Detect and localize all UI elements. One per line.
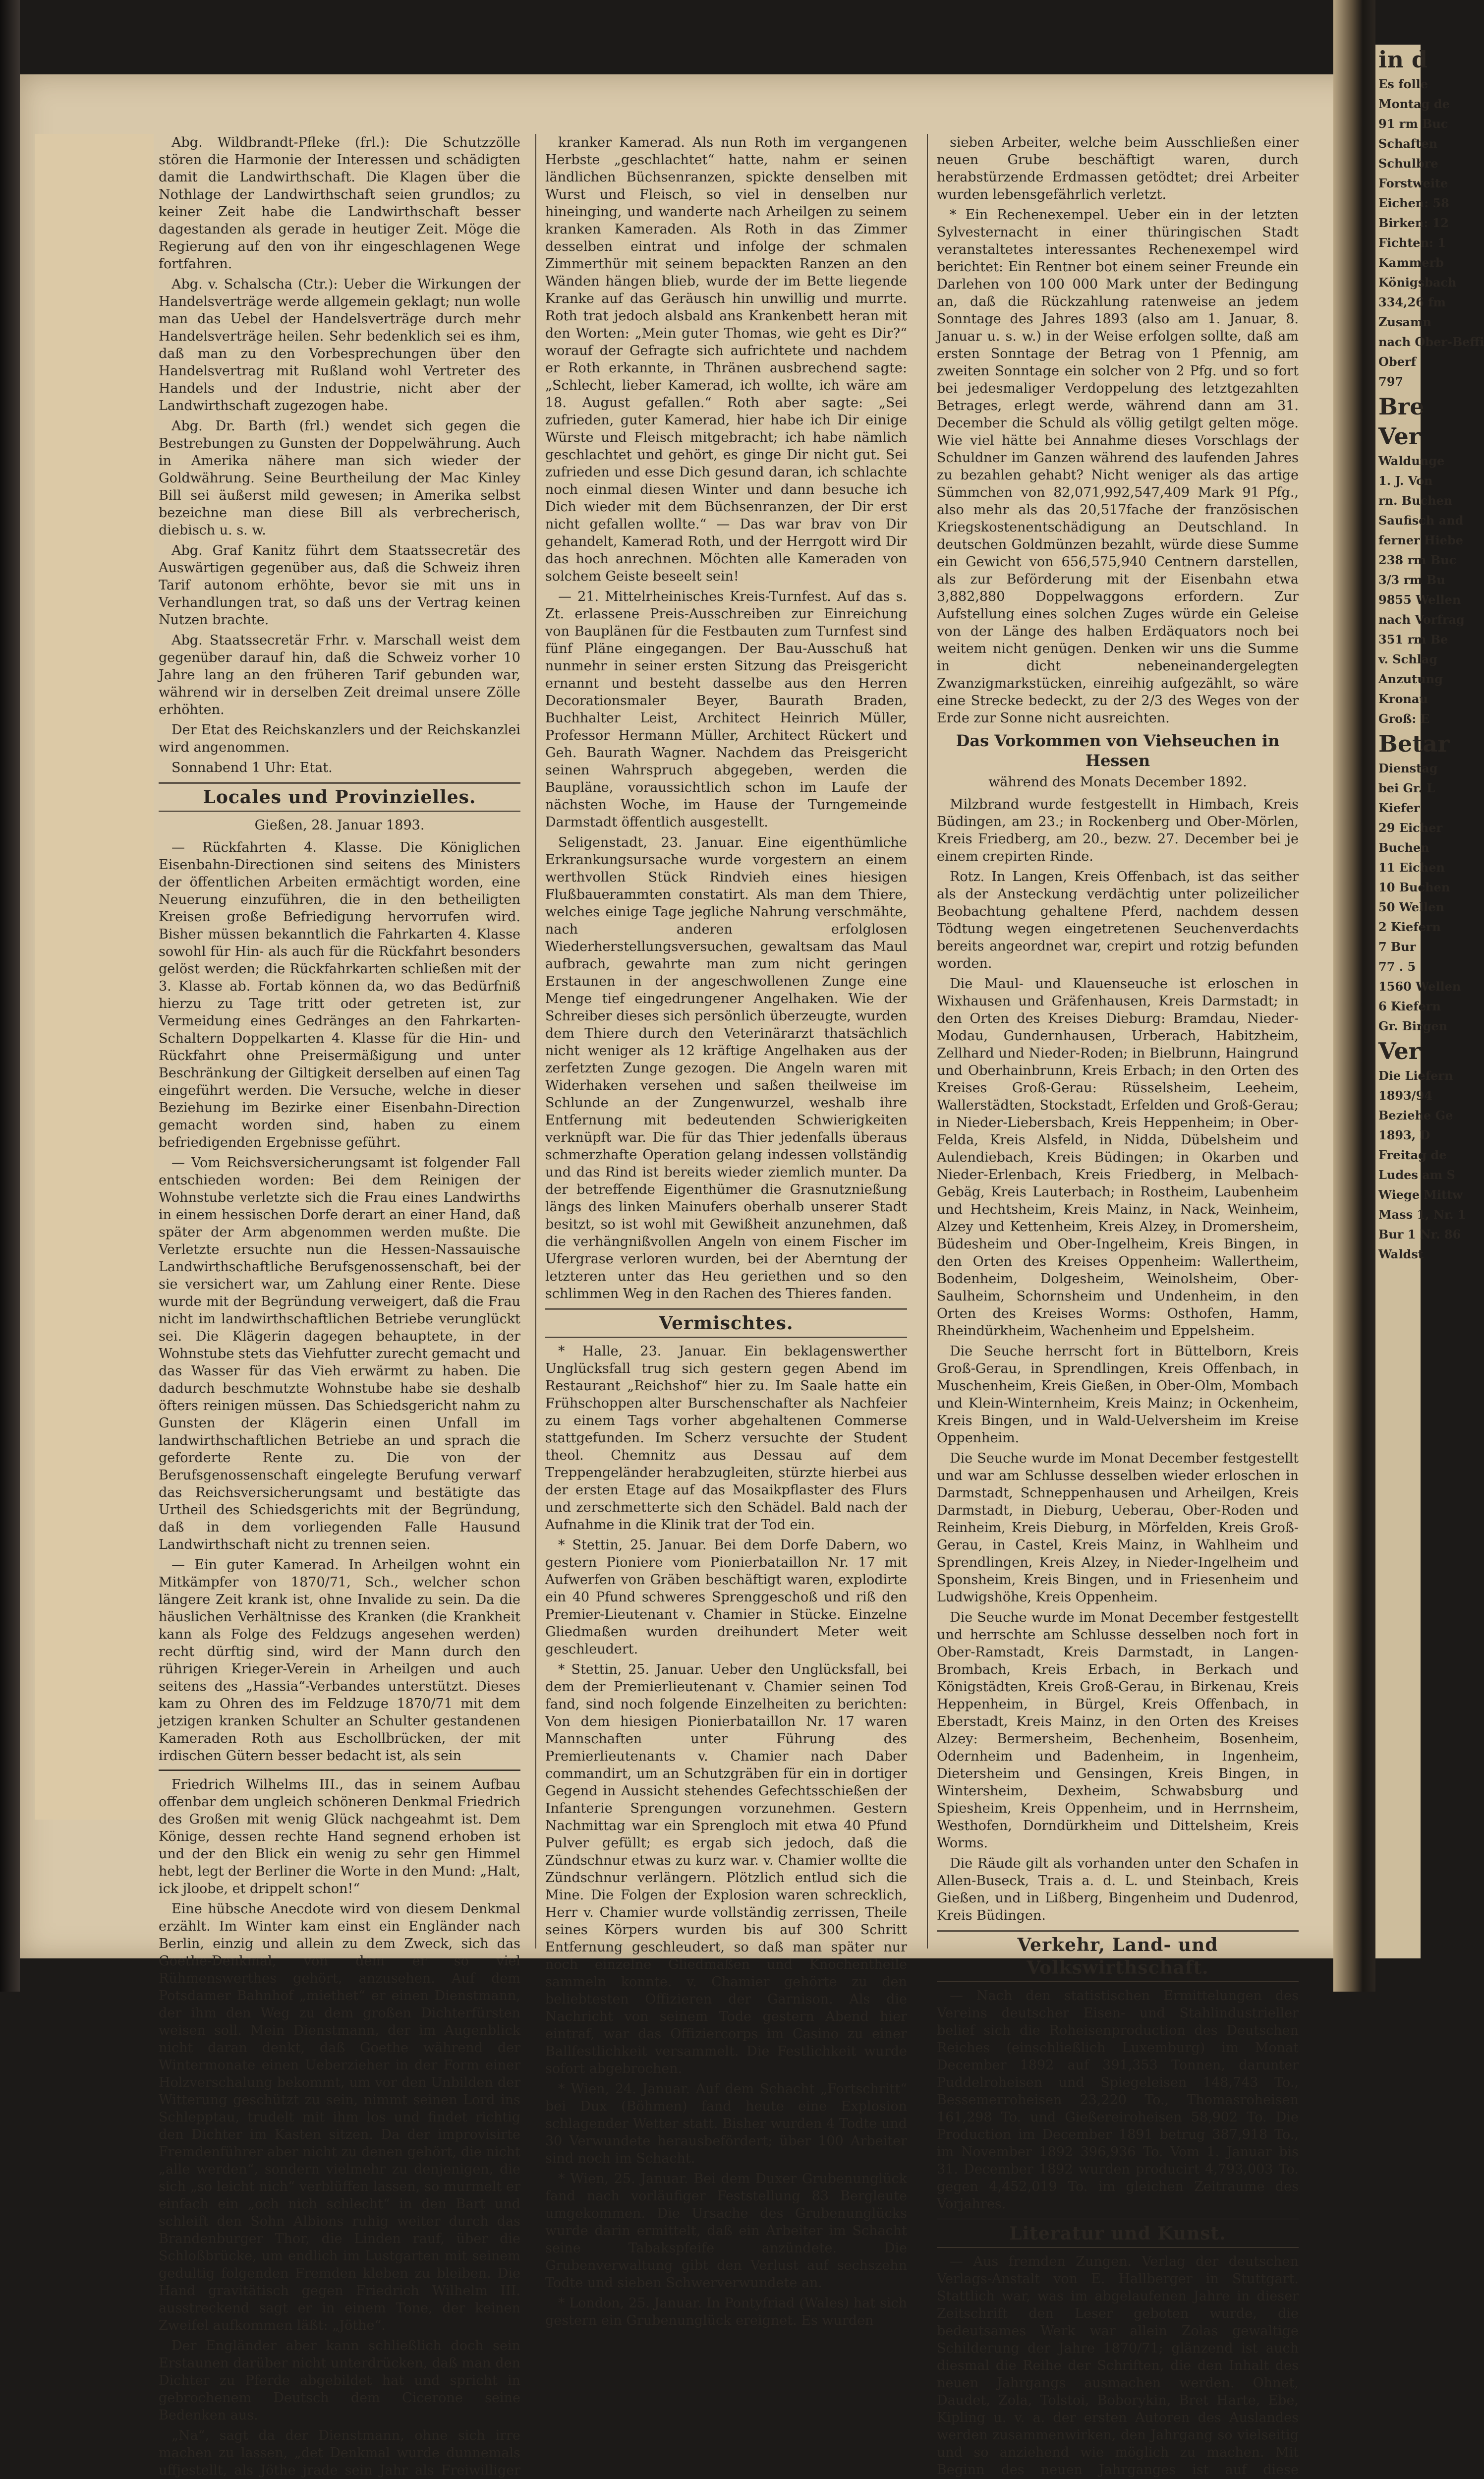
edge-text-line: Wiege Mittw [1378, 1187, 1463, 1202]
paragraph: — Nach den statistischen Ermittelungen des Vereins deutscher Eisen- und Stahlindustrieller belief sich die Roheisenproduction des Deutschen Reiches (einschließlich Luxemburg) im Monat December 1892 auf 391,353 Tonnen, darunter Puddelroheisen und Spiegeleisen 148,743 To., Bessemerroheisen 23,220 To., Thomasroheisen 161,298 To. und Gießereiroheisen 58,902 To. Die Production im December 1891 betrug 387,918 To., im November 1892 396,936 To. Vom 1. Januar bis 31. December 1892 wurden producirt 4,793,003 To. gegen 4,452,019 To. im gleichen Zeitraume des Vorjahres. [937, 1988, 1299, 2212]
edge-text-line: 334,26 fm [1378, 295, 1446, 309]
article-wien-2: * Wien, 25. Januar. Bei dem Duxer Grubenunglück fand nach vorläufiger Feststellung 83 Bergleute umgekommen. Die Ursache des Grubenunglücks wurde darin ermittelt, daß ein Arbeiter im Schacht seine Tabakspfeife anzündete. Die Grubenverwaltung gibt den Verlust auf sechszehn Todte und sieben Schwerverwundete an. [545, 2171, 907, 2291]
article-rechenexempel: * Ein Rechenexempel. Ueber ein in der letzten Sylvesternacht in einer thüringischen Stadt veranstaltetes interessantes Rechenexempel wird berichtet: Ein Rentner bot einem seiner Freunde ein Darlehen von 100 000 Mark unter der Bedingung an, daß die Rückzahlung ratenweise an jedem Sonntage des Jahres 1893 (also am 1. Januar, 8. Januar u. s. w.) in der Weise erfolgen sollte, daß am ersten Sonntage der Betrag von 1 Pfennig, am zweiten Sonntage ein solcher von 2 Pfg. und so fort bei jedesmaliger Verdoppelung des letztgezahlten Betrages, erlegt werde, während dann am 31. December die Schuld als völlig getilgt gelten möge. Wie viel hätte bei Annahme dieses Vorschlags der Schuldner im Ganzen während des laufenden Jahres zu bezahlen gehabt? Nicht weniger als das artige Sümmchen von 82,071,992,547,409 Mark 91 Pfg., also mehr als das 20,517fache der französischen Kriegskostenentschädigung an Deutschland. In deutschen Goldmünzen bezahlt, würde diese Summe ein Gewicht von 656,575,940 Centnern darstellen, als zur Beförderung mit der Eisenbahn etwa 3,882,880 Doppelwaggons erfordern. Zur Aufstellung eines solchen Zuges würde ein Geleise von der Länge des halben Erdäquators noch bei weitem nicht genügen. Denken wir uns die Summe in dicht nebeneinandergelegten Zwanzigmarkstücken, einreihig aufgezählt, so wäre eine Strecke bedeckt, zu der 2/3 des Weges von der Erde zur Sonne nicht ausreichten. [937, 207, 1299, 726]
edge-text-line: Schaften [1378, 136, 1438, 151]
article-london: * London, 25. Januar. In Pontyfriad (Wales) hat sich gestern ein Grubenunglück ereignet. Es wurden [545, 2296, 907, 2328]
edge-text-line: Zusamn [1378, 315, 1431, 329]
feuilleton-paragraph: Der Engländer aber kann schließlich doch sein Erstaunen darüber nicht unterdrücken, daß man den Dichter zu Pferde abgebildet hat und spricht in gebrochenem Deutsch dem Cicerone seine Bedenken aus. [159, 2338, 520, 2423]
edge-text-line: Oberf [1378, 354, 1416, 369]
feuilleton-paragraph: „Na“, sagt da der Dienstmann, ohne sich irre machen zu lassen, „det Denkmal wurde dunnemals uffjestellt, als Jöthe jrade sein Jahr als Freiwilliger [159, 2428, 520, 2478]
edge-text-line: Königsbach [1378, 275, 1457, 290]
edge-text-line: nach Vorfrag [1378, 612, 1465, 627]
edge-text-line: Kammerb [1378, 255, 1444, 270]
paragraph: — Aus fremden Zungen. Verlag der deutschen Verlags-Anstalt von E. Hallberger in Stuttgart. Stattlich war, was im abgelaufenen Jahre in dieser Zeitschrift den Leser geboten wurde, die bedeutsames Werk war allein Zolas gewaltige Schilderung der Jahre 1870/71; glänzend ist auch diesmal die Reihe der Schriften, die den Inhalt des neuen Jahrgangs ausmachen werden. Ohnet, Daudet, Zola, Tolstoi, Boborykin, Bret Harte, Ebe, Kipling u. v. a. der ersten Autoren des Auslandes werden zusammenwirken, den Jahrgang so vielseitig und so anziehend wie möglich zu machen. Mit Beginn des neuen Jahrganges ist auf diese [937, 2254, 1299, 2478]
edge-text-line: 1. J. Von [1378, 473, 1433, 488]
paragraph: Abg. Dr. Barth (frl.) wendet sich gegen die Bestrebungen zu Gunsten der Doppelwährung. Auch in Amerika nähere man sich wieder der Goldwährung. Seine Beurtheilung der Mac Kinley Bill sei äußerst mild gewesen; in Amerika selbst bezeichne man diese Bill als verbrecherisch, diebisch u. s. w. [159, 418, 520, 538]
edge-text-line: Ver [1378, 1038, 1421, 1064]
dateline: Gießen, 28. Januar 1893. [254, 818, 425, 833]
edge-text-line: Betar [1378, 730, 1450, 757]
paragraph: Abg. v. Schalscha (Ctr.): Ueber die Wirkungen der Handelsverträge werde allgemein geklagt; nun wolle man das Uebel der Handelsverträge durch mehr Handelsverträge heilen. Sehr bedenklich sei es ihm, daß man zu den Vorbesprechungen über den Handelsvertrag mit Rußland wohl Vertreter des Handels und der Industrie, nicht aber der Landwirthschaft zugezogen habe. [159, 277, 520, 413]
subheading: während des Monats December 1892. [988, 774, 1247, 790]
article-wien: * Wien, 24. Januar. Auf dem Schacht „Fortschritt“ bei Dux (Böhmen) fand heute eine Explosion schlagender Wetter statt. Bisher wurden 4 Todte und 30 Verwundete herausbefördert; über 100 Arbeiter sind noch im Schacht. [545, 2081, 907, 2166]
edge-text-line: 797 [1378, 374, 1404, 389]
article-seligenstadt: Seligenstadt, 23. Januar. Eine eigenthümliche Erkrankungsursache wurde vorgestern an einem werthvollen Stück Rindvieh eines hiesigen Flußbauerammten constatirt. Als man dem Thiere, welches einige Tage jegliche Nahrung verschmähte, nach anderen erfolglosen Wiederherstellungsversuchen, gewaltsam das Maul aufbrach, gewahrte man zum nicht geringen Erstaunen in der angeschwollenen Zunge eine Menge tief eingedrungener Angelhaken. Wie der Schreiber dieses sich persönlich überzeugte, wurden dem Thiere durch den Veterinärarzt thatsächlich nicht weniger als 12 kräftige Angelhaken aus der zerfetzten Zunge gezogen. Die Angeln waren mit Widerhaken versehen und saßen theilweise im Schlunde an der Zungenwurzel, weshalb ihre Entfernung mit bedeutenden Schwierigkeiten verknüpft war. Die für das Thier jedenfalls überaus schmerzhafte Operation gelang indessen vollständig und das Rind ist bereits wieder ziemlich munter. Da der betreffende Eigenthümer die Grasnutznießung längs des linken Mainufers oberhalb unserer Stadt besitzt, so ist wohl mit Gewißheit anzunehmen, daß die verhängnißvollen Angeln von einem Fischer im Ufergrase verloren wurden, bei der Aberntung der letzteren unter das Heu geriethen und so den schlimmen Weg in den Rachen des Thieres fanden. [545, 835, 907, 1301]
edge-text-line: Kiefer [1378, 801, 1420, 815]
edge-text-line: Mass 1, Nr. 1 [1378, 1207, 1466, 1222]
section-heading-verkehr: Verkehr, Land- und Volkswirthschaft. [937, 1930, 1299, 1982]
edge-text-line: rn. Buchen [1378, 493, 1453, 508]
edge-text-line: Gr. Birgen [1378, 1019, 1448, 1033]
edge-text-line: v. Schlag [1378, 652, 1438, 666]
paragraph: Rotz. In Langen, Kreis Offenbach, ist das seither als der Ansteckung verdächtig unter polizeilicher Beobachtung gehaltene Pferd, nachdem dessen Tödtung wegen eingetretenen Seuchenverdachts bereits angeordnet war, crepirt und rotzig befunden worden. [937, 869, 1299, 971]
edge-text-line: in d [1378, 46, 1428, 73]
edge-text-line: Anzutung [1378, 672, 1443, 686]
edge-text-line: 351 rm Be [1378, 632, 1448, 647]
column-rule [927, 134, 928, 1948]
article-halle: * Halle, 23. Januar. Ein beklagenswerther Unglücksfall trug sich gestern gegen Abend im Restaurant „Reichshof“ hier zu. Im Saale hatte ein Frühschoppen alter Burschenschafter als Nachfeier zu einem Tags vorher abgehaltenen Commerse stattgefunden. Im Scherz versuchte der Student theol. Chemnitz aus Dessau auf dem Treppengeländer herabzugleiten, stürzte hierbei aus der ersten Etage auf das Mosaikpflaster des Flurs und zerschmetterte sich den Schädel. Bald nach der Aufnahme in die Klinik trat der Tod ein. [545, 1344, 907, 1533]
edge-text-line: 1893, D [1378, 1128, 1430, 1142]
paragraph: Die Maul- und Klauenseuche ist erloschen in Wixhausen und Gräfenhausen, Kreis Darmstadt; in den Orten des Kreises Dieburg: Bramdau, Nieder-Modau, Gundernhausen, Urberach, Habitzheim, Zellhard und Nieder-Roden; in Bielbrunn, Haingrund und Oberhainbrunn, Kreis Erbach; in den Orten des Kreises Groß-Gerau: Rüsselsheim, Leeheim, Wallerstädten, Stockstadt, Erfelden und Groß-Gerau; in Nieder-Liebersbach, Kreis Heppenheim; in Ober-Felda, Kreis Alsfeld, in Nidda, Dübelsheim und Aulendiebach, Kreis Büdingen; in Okarben und Nieder-Erlenbach, Kreis Friedberg, in Melbach-Gebäg, Kreis Lauterbach; in Rostheim, Laubenheim und Hechtsheim, Kreis Mainz, in Nack, Weinheim, Alzey und Kettenheim, Kreis Alzey, in Dromersheim, Büdesheim und Ober-Ingelheim, Kreis Bingen, in den Orten des Kreises Oppenheim: Wallertheim, Bodenheim, Dolgesheim, Weinolsheim, Ober-Saulheim, Schornsheim und Undenheim, in den Orten des Kreises Worms: Osthofen, Hamm, Rheindürkheim, Wachenheim und Eppelsheim. [937, 976, 1299, 1339]
edge-text-line: Forstweite [1378, 176, 1448, 190]
edge-text-line: Waldunge [1378, 454, 1445, 468]
article-continued: sieben Arbeiter, welche beim Ausschließen einer neuen Grube beschäftigt waren, durch herabstürzende Erdmassen getödtet; drei Arbeiter wurden lebensgefährlich verletzt. [937, 135, 1299, 202]
paragraph: Abg. Staatssecretär Frhr. v. Marschall weist dem gegenüber darauf hin, daß die Schweiz vorher 10 Jahre lang an den früheren Tarif gebunden war, während wir in derselben Zeit dreimal unsere Zölle erhöhten. [159, 633, 520, 717]
article-reichsversicherungsamt: — Vom Reichsversicherungsamt ist folgender Fall entschieden worden: Bei dem Reinigen der Wohnstube verletzte sich die Frau eines Landwirths in einem hessischen Dorfe derart an einer Hand, daß später der Arm abgenommen werden mußte. Die Verletzte ersuchte nun die Hessen-Nassauische Landwirthschaftliche Berufsgenossenschaft, bei der sie versichert war, um Zahlung einer Rente. Diese wurde mit der Begründung verweigert, daß die Frau nicht im landwirthschaftlichen Betriebe verunglückt sei. Die Klägerin dagegen behauptete, in der Wohnstube stets das Viehfutter zurecht gemacht und das Wasser für das Vieh erwärmt zu haben. Die dadurch beschmutzte Wohnstube habe sie deshalb öfters reinigen müssen. Das Schiedsgericht nahm zu Gunsten der Klägerin einen Unfall im landwirthschaftlichen Betriebe an und sprach die geforderte Rente zu. Die von der Berufsgenossenschaft eingelegte Berufung verwarf das Reichsversicherungsamt und bestätigte das Urtheil des Schiedsgerichts mit der Begründung, daß in dem vorliegenden Falle Hausund Landwirthschaft nicht zu trennen seien. [159, 1155, 520, 1552]
edge-text-line: 91 rm Buc [1378, 117, 1448, 131]
edge-text-line: Buchen [1378, 840, 1429, 855]
article-stettin-detail: * Stettin, 25. Januar. Ueber den Unglücksfall, bei dem der Premierlieutenant v. Chamier seinen Tod fand, sind noch folgende Einzelheiten zu berichten: Von dem hiesigen Pionierbataillon Nr. 17 waren Mannschaften unter Führung des Premierlieutenants v. Chamier nach Daber commandirt, um an Schutzgräben für ein in dortiger Gegend in Aussicht stehendes Gefechtsschießen der Infanterie Sprengungen vorzunehmen. Gestern Nachmittag war ein Sprengloch mit etwa 40 Pfund Pulver gefüllt; es ergab sich jedoch, daß die Zündschnur etwas zu kurz war. v. Chamier wollte die Zündschnur verlängern. Plötzlich entlud sich die Mine. Die Folgen der Explosion waren schrecklich, Herr v. Chamier wurde vollständig zerrissen, Theile seines Körpers wurden bis auf 300 Schritt Entfernung geschleudert, so daß man später nur noch einzelne Gliedmaßen und Knochentheile sammeln konnte. v. Chamier gehörte zu den beliebtesten Offizieren der Garnison. Als die Nachricht von seinem Tode gestern Abend hier eintraf, war das Offiziercorps im Casino zu einer Ballfestlichkeit versammelt. Die Festlichkeit wurde sofort abgebrochen. [545, 1662, 907, 2076]
edge-text-line: Groß: E [1378, 711, 1429, 726]
feuilleton-paragraph: Eine hübsche Anecdote wird von diesem Denkmal erzählt. Im Winter kam einst ein Engländer nach Berlin, einzig und allein zu dem Zweck, sich das Goethe-Denkmal, von dem er so viel Rühmenswerthes gehört, anzusehen. Auf dem Potsdamer Bahnhof „miethet“ er einen Dienstmann, der ihm den Weg zu dem großen Dichterfürsten weisen soll. Mein Dienstmann, der im Augenblick nicht daran denkt, daß Goethe während der Wintermonate einen Ueberzieher in der Form einer Holzverschalung bekommt, um vor den Unbilden der Witterung geschützt zu sein, nimmt seinen Lord ins Schlepptau, trudelt mit ihm los und findet richtig den Dichter im Kasten sitzen. Da der improvisirte Fremdenführer aber nicht zu denen gehört, die nicht „alle werden“, sondern vielmehr zu denjenigen, die sich „so leicht nich“ verblüffen lassen, so murmelt er einfach ein „och nich schlecht“ in den Bart und schleift den Sohn Albions ruhig weiter durch das Brandenburger Thor, die Linden rauf, über die Schloßbrücke, um endlich im Lustgarten mit seinem gedultig folgenden Fremden kleben zu bleiben. Die Hand gravitätisch gegen Friedrich Wilhelm III. ausstreckend sagt er in einem Tone, der keinen Zweifel aufkommen läßt: „Jöthe“. [159, 1901, 520, 2333]
edge-text-line: Bur 1 Nr. 86 [1378, 1227, 1461, 1241]
edge-text-line: Beziehe Ge [1378, 1108, 1453, 1122]
edge-text-line: 11 Eichen [1378, 860, 1445, 875]
edge-text-line: Freitag de [1378, 1148, 1447, 1162]
feuilleton-rule [159, 1770, 520, 1771]
column-2 [545, 134, 907, 2328]
section-heading-literatur: Literatur und Kunst. [937, 2219, 1299, 2248]
paragraph: Milzbrand wurde festgestellt in Himbach, Kreis Büdingen, am 23.; in Rockenberg und Ober-Mörlen, Kreis Friedberg, am 20., bezw. 27. December bei je einem crepirten Rinde. [937, 797, 1299, 864]
edge-text-line: 238 rm Buc [1378, 553, 1457, 567]
article-stettin: * Stettin, 25. Januar. Bei dem Dorfe Dabern, wo gestern Pioniere vom Pionierbataillon Nr. 17 mit Aufwerfen von Gräben beschäftigt waren, explodirte ein 40 Pfund schweres Sprenggeschoß und riß den Premier-Lieutenant v. Chamier in Stücke. Einzelne Gliedmaßen wurden dreihundert Meter weit geschleudert. [545, 1537, 907, 1657]
article-rueckfahrten: — Rückfahrten 4. Klasse. Die Königlichen Eisenbahn-Directionen sind seitens des Ministers der öffentlichen Arbeiten ermächtigt worden, eine Neuerung einzuführen, die in den betheiligten Kreisen große Befriedigung hervorrufen wird. Bisher müssen bekanntlich die Fahrkarten 4. Klasse sowohl für Hin- als auch für die Rückfahrt besonders gelöst werden; die Rückfahrkarten schließen mit der 3. Klasse ab. Fortab können da, wo das Bedürfniß hierzu zu Tage tritt oder getreten ist, zur Vermeidung eines Gedränges an den Fahrkarten-Schaltern Doppelkarten 4. Klasse für die Hin- und Rückfahrt ohne Preisermäßigung und unter Beschränkung der Giltigkeit derselben auf einen Tag eingeführt werden. Die Versuche, welche in dieser Beziehung im Bezirke einer Eisenbahn-Direction gemacht worden sind, haben zu einem befriedigenden Ergebnisse geführt. [159, 840, 520, 1150]
adjacent-page-text [1375, 45, 1484, 1264]
edge-text-line: 1560 Wellen [1378, 979, 1461, 994]
edge-text-line: Schulbre [1378, 156, 1438, 171]
adjacent-page-edge [1375, 45, 1484, 1958]
edge-text-line: Die Liefern [1378, 1068, 1453, 1083]
feuilleton-paragraph: Friedrich Wilhelms III., das in seinem Aufbau offenbar dem ungleich schöneren Denkmal Friedrich des Großen mit wenig Glück nachgeahmt ist. Dem Könige, dessen rechte Hand segnend erhoben ist und der den Blick ein wenig zu sehr gen Himmel hebt, legt der Berliner die Worte in den Mund: „Halt, ick jloobe, et drippelt schon!“ [159, 1777, 520, 1896]
paragraph: Die Seuche herrscht fort in Büttelborn, Kreis Groß-Gerau, in Sprendlingen, Kreis Offenbach, in Muschenheim, Kreis Gießen, in Ober-Olm, Mombach und Klein-Winternheim, Kreis Mainz; in Ockenheim, Kreis Bingen, und in Wald-Uelversheim im Kreise Oppenheim. [937, 1344, 1299, 1446]
edge-text-line: nach Ober-Beffi [1378, 335, 1484, 349]
edge-text-line: Ludes am S [1378, 1168, 1455, 1182]
page-margin-shade [35, 134, 154, 1820]
paragraph: Die Seuche wurde im Monat December festgestellt und herrschte am Schlusse desselben noch fort in Ober-Ramstadt, Kreis Darmstadt, in Langen-Brombach, Kreis Erbach, in Berkach und Königstädten, Kreis Groß-Gerau, in Birkenau, Kreis Heppenheim, in Bürgel, Kreis Offenbach, in Eberstadt, Kreis Mainz, in den Orten des Kreises Alzey: Bermersheim, Bechenheim, Bosenheim, Odernheim und Badenheim, in Ingenheim, Dietersheim und Gensingen, Kreis Bingen, in Wintersheim, Dexheim, Schwabsburg und Spiesheim, Kreis Oppenheim, und in Herrnsheim, Westhofen, Dorndürkheim und Dittelsheim, Kreis Worms. [937, 1610, 1299, 1851]
column-1 [159, 134, 520, 2478]
edge-text-line: Waldst [1378, 1247, 1424, 1261]
section-heading-viehseuchen: Das Vorkommen von Viehseuchen in Hessen [956, 731, 1280, 770]
edge-text-line: 29 Eicher [1378, 821, 1443, 835]
binding-edge-left [0, 0, 20, 1992]
paragraph: Abg. Wildbrandt-Pfleke (frl.): Die Schutzzölle stören die Harmonie der Interessen und schädigten damit die Landwirthschaft. Die Klagen über die Nothlage der Landwirthschaft seien grundlos; zu keiner Zeit habe die Landwirthschaft besser dagestanden als gerade in heutiger Zeit. Möge die Regierung auf den von ihr eingeschlagenen Wege fortfahren. [159, 135, 520, 272]
edge-text-line: 10 Buchen [1378, 880, 1450, 894]
edge-text-line: 7 Bur [1378, 940, 1416, 954]
section-heading-locales: Locales und Provinzielles. [159, 782, 520, 812]
edge-text-line: 50 Wellen [1378, 900, 1444, 914]
edge-text-line: 2 Kiefern [1378, 920, 1441, 934]
article-continued: kranker Kamerad. Als nun Roth im vergangenen Herbste „geschlachtet“ hatte, nahm er seinen ländlichen Büchsenranzen, spickte denselben mit Wurst und Fleisch, so viel in denselben nur hineinging, und wanderte nach Arheilgen zu seinem kranken Kameraden. Als Roth in das Zimmer desselben eintrat und infolge der schmalen Zimmerthür mit seinem bepackten Ranzen an den Wänden hängen blieb, wurde der im Bette liegende Kranke auf das Geräusch hin unwillig und murrte. Roth trat jedoch alsbald ans Krankenbett heran mit den Worten: „Mein guter Thomas, wie geht es Dir?“ worauf der Gefragte sich aufrichtete und nachdem er Roth erkannte, in Thränen ausbrechend sagte: „Schlecht, lieber Kamerad, ich wollte, ich wäre am 18. August gefallen.“ Roth aber sagte: „Sei zufrieden, guter Kamerad, hier habe ich Dir einige Würste und Fleisch mitgebracht; ich habe nämlich geschlachtet und gehört, es ginge Dir nicht gut. Sei zufrieden und esse Dich gesund daran, ich schlachte noch einmal diesen Winter und dann besuche ich Dich wieder mit dem Büchsenranzen, der Dir erst nicht gefallen wollte.“ — Das war brav von Dir gehandelt, Kamerad Roth, und der Herrgott wird Dir das hoch anrechnen. Möchten alle Kameraden von solchem Geiste beseelt sein! [545, 135, 907, 584]
paragraph: Der Etat des Reichskanzlers und der Reichskanzlei wird angenommen. [159, 722, 520, 755]
edge-text-line: Es folle [1378, 77, 1428, 91]
edge-text-line: Eichen: 58 [1378, 196, 1449, 210]
article-guter-kamerad: — Ein guter Kamerad. In Arheilgen wohnt ein Mitkämpfer von 1870/71, Sch., welcher schon längere Zeit krank ist, ohne Invalide zu sein. Da die häuslichen Verhältnisse des Kranken (die Krankheit kann als Folge des Feldzugs angesehen werden) recht dürftig sind, wird der Mann durch den rührigen Krieger-Verein in Arheilgen und auch seitens des „Hassia“-Verbandes unterstützt. Dieses kam zu Ohren des im Feldzuge 1870/71 mit dem jetzigen kranken Schulter an Schulter gestandenen Kameraden Roth aus Eschollbrücken, der mit irdischen Gütern besser bedacht ist, als sein [159, 1557, 520, 1764]
edge-text-line: Fichten: 1 [1378, 236, 1446, 250]
edge-text-line: Saufisch and [1378, 513, 1464, 528]
paragraph: Die Räude gilt als vorhanden unter den Schafen in Allen-Buseck, Trais a. d. L. und Steinbach, Kreis Gießen, und in Lißberg, Bingenheim und Dudenrod, Kreis Büdingen. [937, 1856, 1299, 1923]
paragraph: Sonnabend 1 Uhr: Etat. [171, 760, 333, 775]
edge-text-line: Birken: 12 [1378, 216, 1449, 230]
article-kreis-turnfest: — 21. Mittelrheinisches Kreis-Turnfest. Auf das s. Zt. erlassene Preis-Ausschreiben zur Einreichung von Bauplänen für die Festbauten zum Turnfest sind fünf Pläne eingegangen. Der Bau-Ausschuß hat nunmehr in seiner ersten Sitzung das Preisgericht ernannt und besteht dasselbe aus den Herren Decorationsmaler Beyer, Baurath Braden, Buchhalter Leist, Architect Heinrich Müller, Professor Hermann Müller, Architect Rückert und Geh. Baurath Wagner. Nachdem das Preisgericht seinen Wahrspruch abgegeben, werden die Baupläne, voraussichtlich schon im Laufe der nächsten Woche, im Hause der Turngemeinde Darmstadt öffentlich ausgestellt. [545, 589, 907, 830]
column-3 [937, 134, 1299, 2478]
edge-text-line: bei Gr. L [1378, 781, 1435, 795]
edge-text-line: Dienstag [1378, 761, 1438, 775]
edge-text-line: 9855 Wellen [1378, 592, 1461, 607]
paragraph: Die Seuche wurde im Monat December festgestellt und war am Schlusse desselben wieder erloschen in Darmstadt, Schneppenhausen und Arheilgen, Kreis Darmstadt, in Dieburg, Ueberau, Ober-Roden und Reinheim, Kreis Dieburg, in Mörfelden, Kreis Groß-Gerau, in Castel, Kreis Mainz, in Wahlheim und Sprendlingen, Kreis Alzey, in Nieder-Ingelheim und Sponsheim, Kreis Bingen, und in Friesenheim und Ludwigshöhe, Kreis Oppenheim. [937, 1451, 1299, 1605]
edge-text-line: 3/3 rm Bu [1378, 573, 1445, 587]
binding-gutter [1333, 0, 1375, 1992]
edge-text-line: Montag de [1378, 97, 1450, 111]
edge-text-line: 6 Kiefern [1378, 999, 1441, 1013]
edge-text-line: Ver [1378, 423, 1421, 450]
paragraph: Abg. Graf Kanitz führt dem Staatssecretär des Auswärtigen gegenüber aus, daß die Schweiz ihren Tarif autonom erhöhte, bevor sie mit uns in Verhandlungen trat, so daß uns der Vertrag keinen Nutzen brachte. [159, 543, 520, 628]
edge-text-line: 1893/94 [1378, 1088, 1432, 1103]
section-heading-vermischtes: Vermischtes. [545, 1308, 907, 1338]
reichstag-report [159, 134, 520, 776]
edge-text-line: Kronau [1378, 692, 1428, 706]
column-rule [535, 134, 536, 1948]
edge-text-line: 77 . 5 [1378, 959, 1416, 974]
edge-text-line: ferner Hiebe [1378, 533, 1464, 547]
edge-text-line: Bre [1378, 393, 1425, 420]
